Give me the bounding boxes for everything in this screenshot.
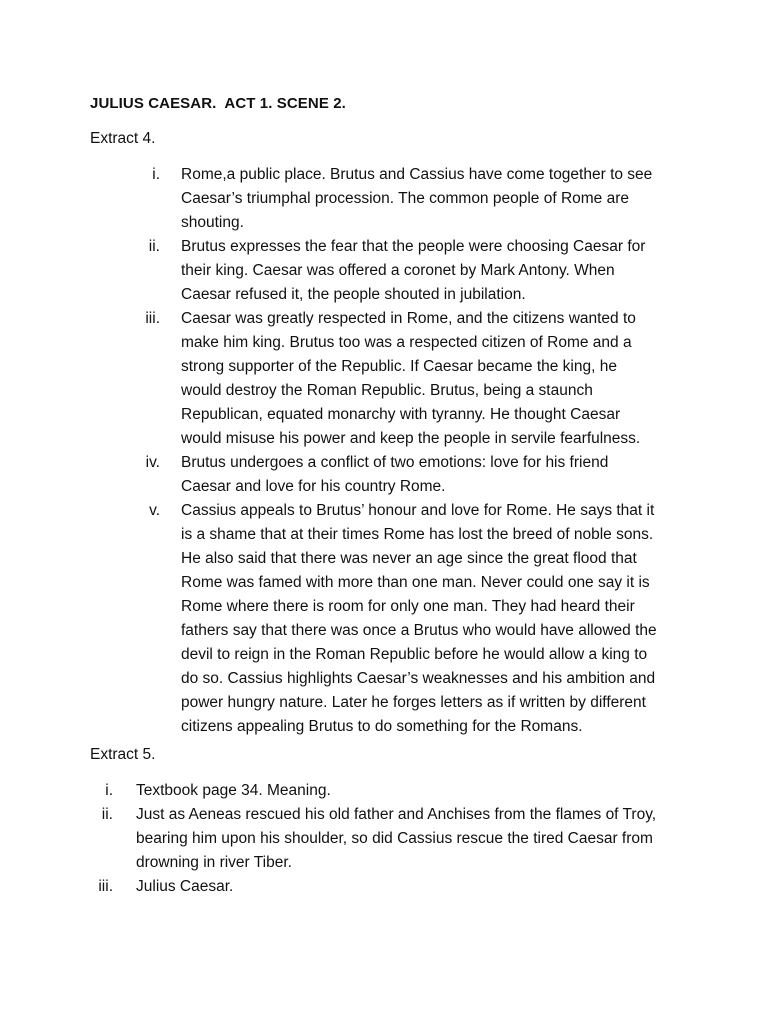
- list-item-number: iii.: [145, 310, 160, 327]
- list-item-number: iii.: [98, 878, 113, 895]
- list-item-text: [136, 875, 233, 899]
- extract-4-item: [90, 499, 690, 739]
- extract-5-list: [80, 779, 680, 899]
- list-item-text: [181, 163, 652, 235]
- text-line: is a shame that at their times Rome has lost the breed of noble sons.: [181, 526, 654, 543]
- text-line: strong supporter of the Republic. If Caesar became the king, he: [181, 358, 617, 375]
- list-item-number: i.: [152, 166, 160, 183]
- list-item-text: [181, 307, 640, 451]
- text-line: devil to reign in the Roman Republic before he would allow a king to: [181, 646, 648, 663]
- list-item-text: [136, 779, 331, 803]
- text-line: their king. Caesar was offered a coronet by Mark Antony. When: [181, 262, 615, 279]
- text-line: Caesar was greatly respected in Rome, and the citizens wanted to: [181, 310, 636, 327]
- list-item-number: ii.: [101, 806, 113, 823]
- text-line: would destroy the Roman Republic. Brutus, being a staunch: [181, 382, 593, 399]
- list-item-text: [181, 451, 608, 499]
- list-item-text: [181, 499, 657, 739]
- extract-5-heading: Extract 5.: [90, 746, 156, 763]
- extract-5-item: [80, 779, 680, 803]
- text-line: Caesar refused it, the people shouted in jubilation.: [181, 286, 526, 303]
- text-line: do so. Cassius highlights Caesar’s weaknesses and his ambition and: [181, 670, 656, 687]
- text-line: Brutus undergoes a conflict of two emotions: love for his friend: [181, 454, 609, 471]
- list-item-text: [136, 803, 656, 875]
- text-line: Caesar’s triumphal procession. The common people of Rome are: [181, 190, 630, 207]
- extract-5-item: [80, 803, 680, 875]
- text-line: fathers say that there was once a Brutus who would have allowed the: [181, 622, 657, 639]
- text-line: citizens appealing Brutus to do something for the Romans.: [181, 718, 583, 735]
- text-line: Rome,a public place. Brutus and Cassius have come together to see: [181, 166, 653, 183]
- text-line: drowning in river Tiber.: [136, 854, 292, 871]
- text-line: power hungry nature. Later he forges letters as if written by different: [181, 694, 646, 711]
- list-item-number: v.: [149, 502, 160, 519]
- text-line: Julius Caesar.: [136, 878, 234, 895]
- text-line: He also said that there was never an age since the great flood that: [181, 550, 637, 567]
- text-line: Caesar and love for his country Rome.: [181, 478, 446, 495]
- list-item-text: [181, 235, 645, 307]
- text-line: Rome where there is room for only one man. They had heard their: [181, 598, 635, 615]
- extract-4-item: [90, 235, 690, 307]
- text-line: Cassius appeals to Brutus’ honour and love for Rome. He says that it: [181, 502, 655, 519]
- extract-4-heading: Extract 4.: [90, 130, 156, 147]
- text-line: Republican, equated monarchy with tyranny. He thought Caesar: [181, 406, 621, 423]
- list-item-number: i.: [105, 782, 113, 799]
- extract-4-item: [90, 163, 690, 235]
- text-line: shouting.: [181, 214, 244, 231]
- text-line: Rome was famed with more than one man. Never could one say it is: [181, 574, 650, 591]
- extract-4-item: [90, 307, 690, 451]
- text-line: Just as Aeneas rescued his old father and Anchises from the flames of Troy,: [136, 806, 657, 823]
- document-title: JULIUS CAESAR. ACT 1. SCENE 2.: [90, 95, 346, 112]
- extract-4-item: [90, 451, 690, 499]
- extract-5-item: [80, 875, 680, 899]
- text-line: would misuse his power and keep the people in servile fearfulness.: [181, 430, 641, 447]
- list-item-number: ii.: [148, 238, 160, 255]
- text-line: bearing him upon his shoulder, so did Cassius rescue the tired Caesar from: [136, 830, 653, 847]
- text-line: make him king. Brutus too was a respected citizen of Rome and a: [181, 334, 632, 351]
- text-line: Brutus expresses the fear that the people were choosing Caesar for: [181, 238, 646, 255]
- extract-4-list: [90, 163, 690, 739]
- list-item-number: iv.: [145, 454, 160, 471]
- text-line: Textbook page 34. Meaning.: [136, 782, 331, 799]
